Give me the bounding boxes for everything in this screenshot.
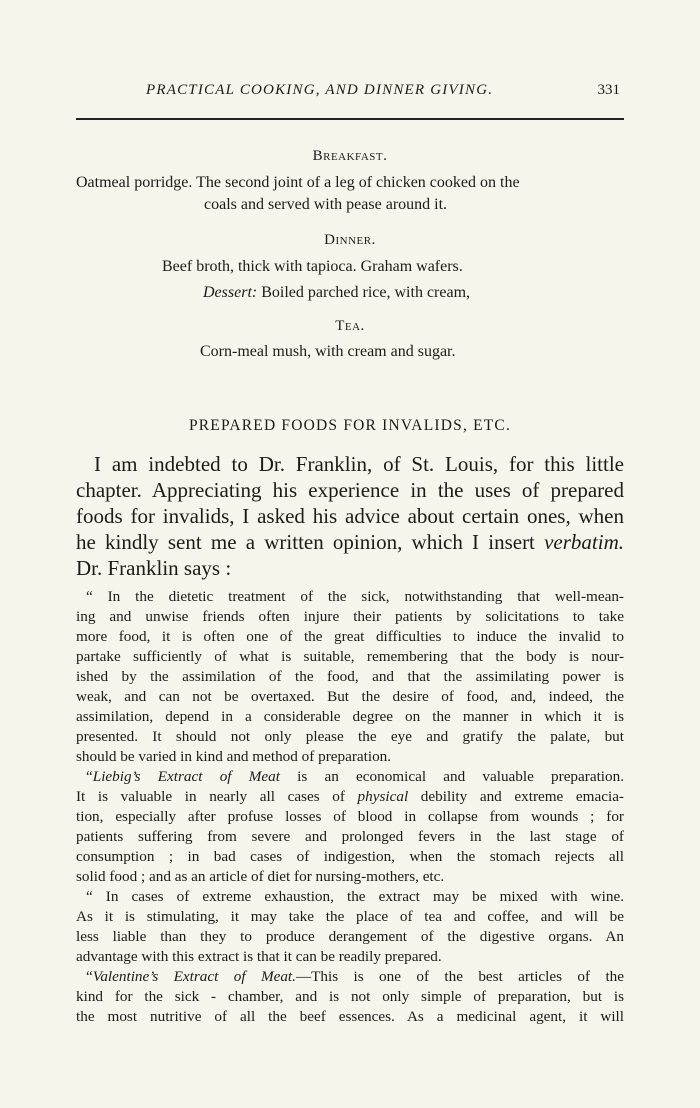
quote-open-mark: “ (86, 968, 93, 985)
quote-line: “ In the dietetic treatment of the sick, notwithstanding that well-mean- (86, 588, 624, 605)
quote-line: consumption ; in bad cases of indigestion, when the stomach rejects all (76, 848, 624, 865)
dinner-heading: Dinner. (324, 232, 376, 248)
dinner-dessert-line (203, 284, 470, 302)
quote-line-text: It is valuable in nearly all cases of (76, 788, 358, 805)
quote-line: the most nutritive of all the beef essences. As a medicinal agent, it will (76, 1008, 624, 1025)
quote-line: more food, it is often one of the great difficulties to induce the invalid to (76, 628, 624, 645)
physical-emphasis: physical (357, 788, 409, 805)
valentine-title: Valentine’s Extract of Meat. (92, 968, 296, 985)
page-number: 331 (597, 82, 620, 98)
header-rule (76, 118, 624, 120)
quote-line: less liable than they to produce derangement of the digestive organs. An (76, 928, 624, 945)
dessert-text: Boiled parched rice, with cream, (257, 284, 471, 301)
breakfast-heading: Breakfast. (312, 148, 388, 164)
quote-line: assimilation, depend in a considerable degree on the manner in which it is (76, 708, 624, 725)
quote-line: presented. It should not only please the eye and gratify the palate, but (76, 728, 624, 745)
breakfast-line: Oatmeal porridge. The second joint of a leg of chicken cooked on the (76, 174, 520, 191)
page-header (76, 82, 624, 106)
quote-open-mark: “ (86, 768, 93, 785)
intro-verbatim: verbatim. (544, 530, 624, 554)
quote-line: ished by the assimilation of the food, and that the assimilating power is (76, 668, 624, 685)
quote-line: “ In cases of extreme exhaustion, the extract may be mixed with wine. (86, 888, 624, 905)
section-heading: PREPARED FOODS FOR INVALIDS, ETC. (188, 417, 512, 434)
quote-line: patients suffering from severe and prolonged fevers in the last stage of (76, 828, 624, 845)
intro-line: foods for invalids, I asked his advice about certain ones, when (76, 504, 624, 528)
dinner-line: Beef broth, thick with tapioca. Graham wafers. (162, 258, 463, 275)
quote-line: tion, especially after profuse losses of blood in collapse from wounds ; for (76, 808, 624, 825)
intro-line: Dr. Franklin says : (76, 556, 232, 580)
liebig-title: Liebig’s Extract of Meat (92, 768, 280, 785)
intro-line: chapter. Appreciating his experience in the uses of prepared (76, 478, 624, 502)
quote-line (86, 968, 624, 986)
quote-line: advantage with this extract is that it can be readily prepared. (76, 948, 442, 965)
intro-line (76, 530, 624, 555)
quote-line: ing and unwise friends often injure their patients by solicitations to take (76, 608, 624, 625)
quote-line: weak, and can not be overtaxed. But the desire of food, and, indeed, the (76, 688, 624, 705)
quote-line-text: is an economical and valuable preparation. (279, 768, 624, 785)
quote-line: partake sufficiently of what is suitable, remembering that the body is nour- (76, 648, 624, 665)
tea-line: Corn-meal mush, with cream and sugar. (200, 343, 456, 360)
quote-line: should be varied in kind and method of preparation. (76, 748, 392, 765)
running-title: PRACTICAL COOKING, AND DINNER GIVING. (146, 82, 494, 98)
tea-heading: Tea. (335, 318, 365, 334)
quote-line-text: —This is one of the best articles of the (295, 968, 624, 985)
quote-line: As it is stimulating, it may take the place of tea and coffee, and will be (76, 908, 624, 925)
quote-line (86, 768, 624, 786)
quote-line: kind for the sick - chamber, and is not only simple of preparation, but is (76, 988, 624, 1005)
quote-line: solid food ; and as an article of diet for nursing-mothers, etc. (76, 868, 445, 885)
dessert-label: Dessert: (203, 284, 258, 301)
quote-line-text: debility and extreme emacia- (408, 788, 624, 805)
breakfast-line: coals and served with pease around it. (204, 196, 448, 213)
intro-line: I am indebted to Dr. Franklin, of St. Louis, for this little (94, 452, 624, 476)
quote-line (76, 788, 624, 806)
intro-line-text: he kindly sent me a written opinion, which I insert (76, 530, 545, 554)
